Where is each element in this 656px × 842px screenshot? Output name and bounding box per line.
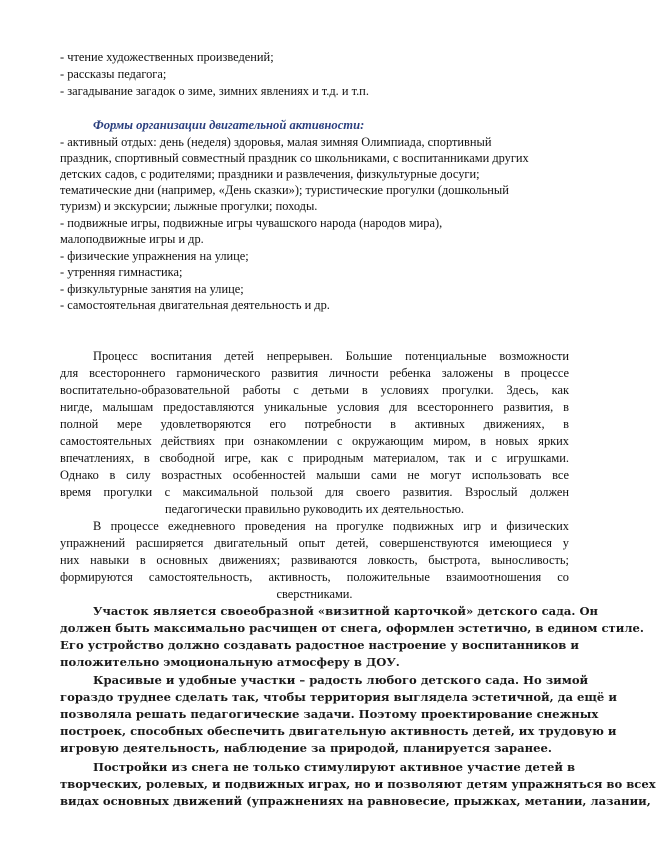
paragraph-line: нигде, малышам предоставляются уникальные условия для всестороннего развития, в xyxy=(60,400,569,414)
list-item: тематические дни (например, «День сказки»); туристические прогулки (дошкольный xyxy=(60,183,509,197)
paragraph-line: Процесс воспитания детей непрерывен. Большие потенциальные возможности xyxy=(93,349,569,363)
paragraph-line: формируются самостоятельность, активность, положительные взаимоотношения со xyxy=(60,570,569,584)
list-item: - рассказы педагога; xyxy=(60,67,167,81)
paragraph-line: позволяла решать педагогические задачи. Поэтому проектирование снежных xyxy=(60,707,599,721)
list-item: детских садов, с родителями; праздники и развлечения, физкультурные досуги; xyxy=(60,167,480,181)
paragraph-line: самостоятельных действиях при ознакомлении с окружающим миром, в новых ярких xyxy=(60,434,569,448)
paragraph-line: Его устройство должно создавать радостное настроение у воспитанников и xyxy=(60,638,579,652)
list-item: - самостоятельная двигательная деятельность и др. xyxy=(60,298,330,312)
list-item: - активный отдых: день (неделя) здоровья, малая зимняя Олимпиада, спортивный xyxy=(60,135,492,149)
list-item: - загадывание загадок о зиме, зимних явлениях и т.д. и т.п. xyxy=(60,84,369,98)
paragraph-line: упражнений расширяется двигательный опыт детей, совершенствуются имеющиеся у xyxy=(60,536,569,550)
paragraph-line: видах основных движений (упражнениях на равновесие, прыжках, метании, лазании, xyxy=(60,794,651,808)
paragraph-line: для всестороннего гармонического развития личности ребенка заложены в процессе xyxy=(60,366,569,380)
paragraph-line: должен быть максимально расчищен от снега, оформлен эстетично, в едином стиле. xyxy=(60,621,644,635)
paragraph-line: полной мере удовлетворяются его потребности в активных движениях, в xyxy=(60,417,569,431)
list-item: - утренняя гимнастика; xyxy=(60,265,183,279)
section-heading: Формы организации двигательной активности: xyxy=(93,118,365,132)
paragraph-line: гораздо труднее сделать так, чтобы территория выглядела эстетичной, да ещё и xyxy=(60,690,617,704)
list-item: праздник, спортивный совместный праздник со школьниками, с воспитанниками других xyxy=(60,151,529,165)
list-item: - чтение художественных произведений; xyxy=(60,50,274,64)
paragraph-line: творческих, ролевых, и подвижных играх, но и позволяют детям упражняться во всех xyxy=(60,777,656,791)
paragraph-line: игровую деятельность, наблюдение за природой, планируется заранее. xyxy=(60,741,552,755)
list-item: - физические упражнения на улице; xyxy=(60,249,249,263)
list-item: туризм) и экскурсии; лыжные прогулки; походы. xyxy=(60,199,318,213)
paragraph-line: построек, способных обеспечить двигательную активность детей, их трудовую и xyxy=(60,724,617,738)
paragraph-line: сверстниками. xyxy=(276,587,353,601)
paragraph-line: Участок является своеобразной «визитной карточкой» детского сада. Он xyxy=(93,604,599,618)
paragraph-line: В процессе ежедневного проведения на прогулке подвижных игр и физических xyxy=(93,519,569,533)
list-item: малоподвижные игры и др. xyxy=(60,232,204,246)
paragraph-line: воспитательно-образовательной работы с детьми в условиях прогулки. Здесь, как xyxy=(60,383,569,397)
paragraph-line: Однако в силу возрастных особенностей малыши сами не могут использовать все xyxy=(60,468,569,482)
list-item: - подвижные игры, подвижные игры чувашского народа (народов мира), xyxy=(60,216,443,230)
paragraph-line: Красивые и удобные участки – радость любого детского сада. Но зимой xyxy=(93,673,589,687)
paragraph-line: педагогически правильно руководить их деятельностью. xyxy=(164,502,465,516)
paragraph-line: время прогулки с максимальной пользой для своего развития. Взрослый должен xyxy=(60,485,569,499)
list-item: - физкультурные занятия на улице; xyxy=(60,282,244,296)
paragraph-line: них навыки в основных движениях; развиваются ловкость, быстрота, выносливость; xyxy=(60,553,569,567)
paragraph-line: положительно эмоциональную атмосферу в ДОУ. xyxy=(60,655,400,669)
paragraph-line: впечатлениях, в свободной игре, как с природным материалом, так и с игрушками. xyxy=(60,451,569,465)
paragraph-line: Постройки из снега не только стимулируют активное участие детей в xyxy=(93,760,576,774)
